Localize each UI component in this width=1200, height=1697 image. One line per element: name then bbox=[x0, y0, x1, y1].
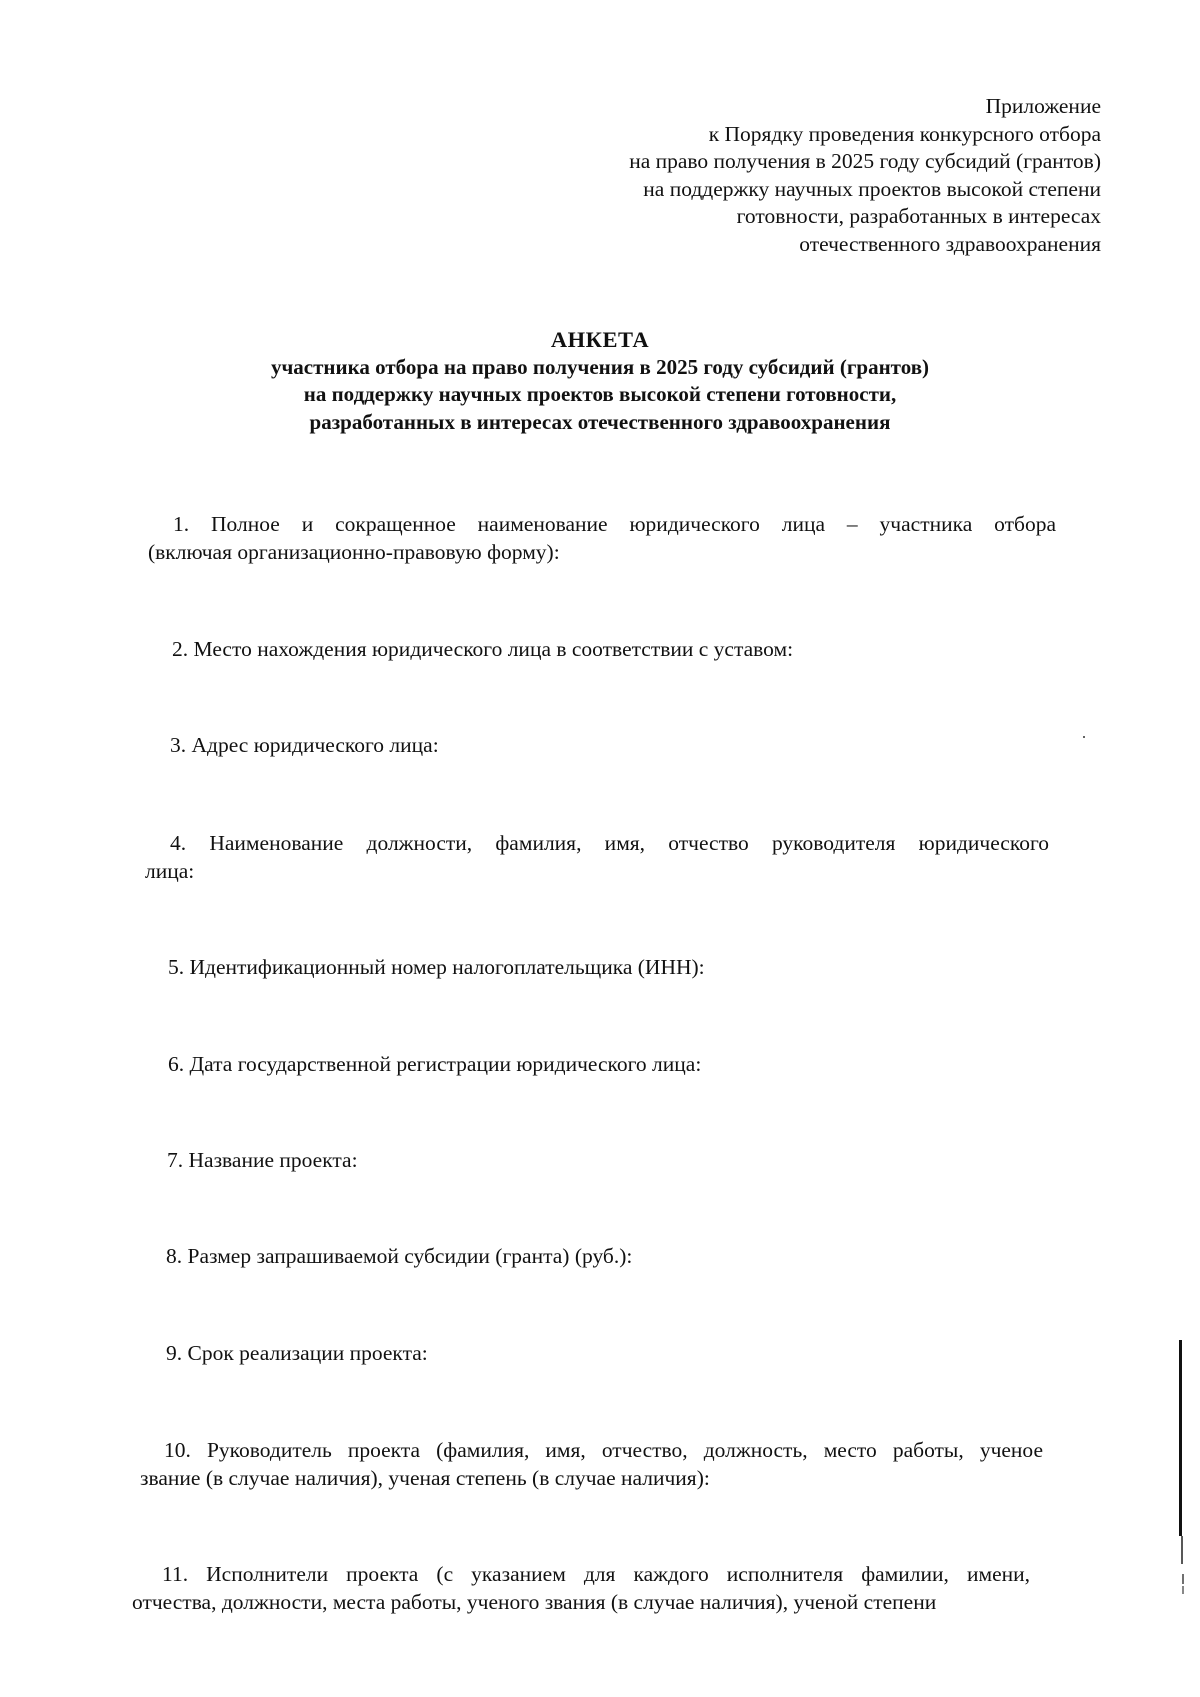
item-text-line: отчества, должности, места работы, ученого звания (в случае наличия), ученой степени bbox=[132, 1589, 937, 1614]
appendix-line: готовности, разработанных в интересах bbox=[736, 204, 1101, 229]
document-title-block bbox=[0, 326, 1200, 437]
questionnaire-item-9 bbox=[166, 1340, 428, 1368]
item-text-line: 4. Наименование должности, фамилия, имя, отчество руководителя юридического bbox=[170, 831, 1049, 855]
document-subtitle-line: участника отбора на право получения в 2025 году субсидий (грантов) bbox=[270, 354, 930, 379]
appendix-line: к Порядку проведения конкурсного отбора bbox=[708, 121, 1101, 146]
item-text-line: звание (в случае наличия), ученая степень (в случае наличия): bbox=[140, 1465, 710, 1490]
document-subtitle-line: разработанных в интересах отечественного здравоохранения bbox=[309, 410, 891, 435]
appendix-header bbox=[401, 93, 1101, 259]
questionnaire-item-7 bbox=[167, 1147, 358, 1175]
document-subtitle-line: на поддержку научных проектов высокой степени готовности, bbox=[303, 382, 897, 407]
item-text-line: 6. Дата государственной регистрации юридического лица: bbox=[168, 1052, 702, 1076]
item-text-line: 10. Руководитель проекта (фамилия, имя, отчество, должность, место работы, ученое bbox=[164, 1438, 1043, 1462]
questionnaire-item-10 bbox=[140, 1437, 1043, 1492]
questionnaire-item-1 bbox=[148, 511, 1056, 566]
questionnaire-item-4 bbox=[145, 830, 1049, 885]
scan-edge-mark bbox=[1181, 1536, 1183, 1564]
item-text-line: 9. Срок реализации проекта: bbox=[166, 1341, 428, 1365]
item-text-line: 8. Размер запрашиваемой субсидии (гранта) (руб.): bbox=[166, 1244, 633, 1268]
item-text-line: (включая организационно-правовую форму): bbox=[148, 539, 560, 564]
item-text-line: 5. Идентификационный номер налогоплательщика (ИНН): bbox=[168, 955, 705, 979]
scan-edge-mark bbox=[1182, 1586, 1184, 1594]
item-text-line: 1. Полное и сокращенное наименование юридического лица – участника отбора bbox=[173, 512, 1056, 536]
document-title: АНКЕТА bbox=[550, 327, 650, 352]
questionnaire-item-8 bbox=[166, 1243, 632, 1271]
appendix-line: отечественного здравоохранения bbox=[799, 231, 1101, 256]
item-text-line: 2. Место нахождения юридического лица в соответствии с уставом: bbox=[172, 637, 794, 661]
questionnaire-item-11 bbox=[132, 1561, 1030, 1616]
questionnaire-item-6 bbox=[168, 1051, 701, 1079]
questionnaire-item-5 bbox=[168, 954, 705, 982]
appendix-line: на поддержку научных проектов высокой степени bbox=[643, 176, 1101, 201]
appendix-line: на право получения в 2025 году субсидий (грантов) bbox=[629, 149, 1101, 174]
item-text-line: 7. Название проекта: bbox=[167, 1148, 358, 1172]
scan-speck bbox=[1083, 736, 1085, 738]
questionnaire-item-2 bbox=[172, 636, 793, 664]
item-text-line: лица: bbox=[145, 858, 195, 883]
scan-edge-mark bbox=[1179, 1340, 1182, 1536]
item-text-line: 11. Исполнители проекта (с указанием для каждого исполнителя фамилии, имени, bbox=[162, 1562, 1030, 1586]
questionnaire-item-3 bbox=[170, 732, 439, 760]
item-text-line: 3. Адрес юридического лица: bbox=[170, 733, 439, 757]
scan-edge-mark bbox=[1182, 1574, 1184, 1584]
appendix-line: Приложение bbox=[985, 94, 1101, 118]
